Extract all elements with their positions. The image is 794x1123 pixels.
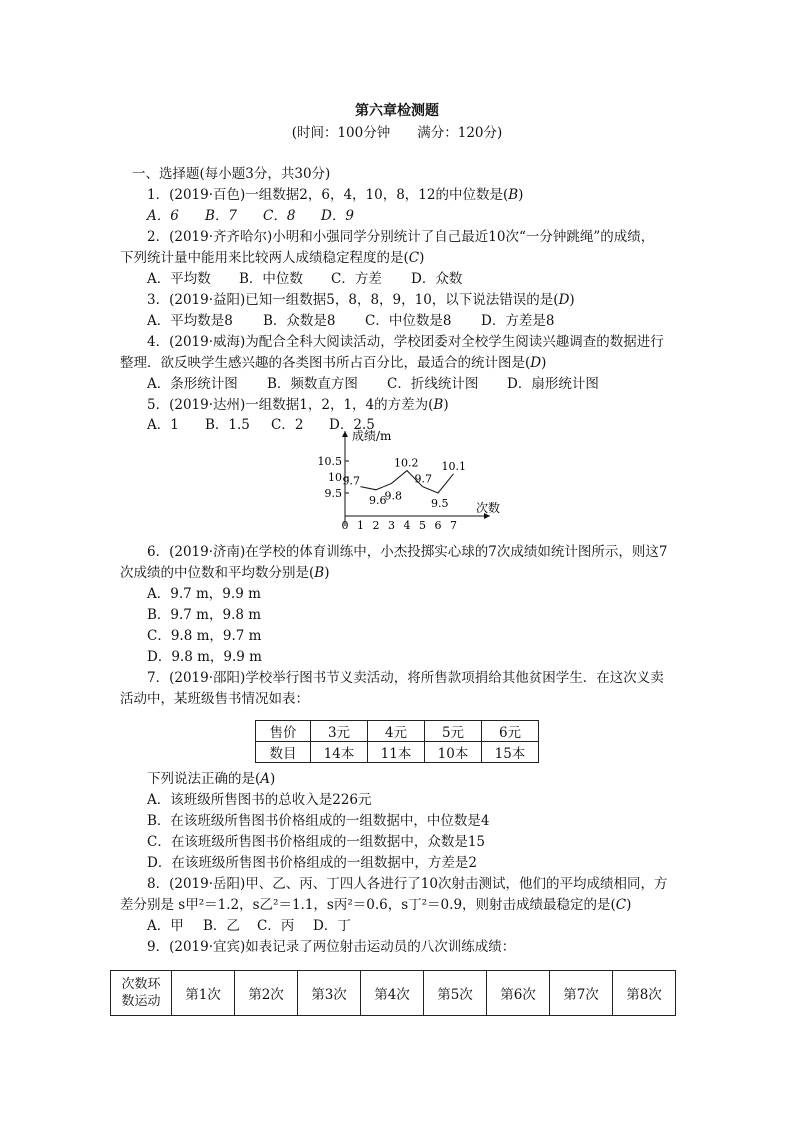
x-axis-label: 次数 [476, 501, 500, 515]
data-label: 10.1 [441, 459, 466, 473]
option-6c: C．9.8 m，9.7 m [147, 628, 262, 644]
table-row: 数目 14本 11本 10本 15本 [256, 742, 539, 763]
question-3: 3．(2019·益阳)已知一组数据5，8，8，9，10，以下说法错误的是(D) [147, 292, 575, 308]
data-label: 9.7 [342, 474, 360, 488]
question-5: 5．(2019·达州)一组数据1，2，1，4的方差为(B) [147, 397, 449, 413]
x-tick-label: 2 [372, 519, 380, 532]
x-tick-label: 1 [357, 519, 364, 532]
answer-8: C [615, 897, 627, 913]
data-label: 10.2 [394, 456, 419, 470]
options-5: A．1 B．1.5 C．2 D．2.5 [147, 417, 375, 433]
answer-3: D [558, 292, 570, 308]
options-2: A．平均数 B．中位数 C．方差 D．众数 [147, 271, 463, 287]
section-heading: 一、选择题(每小题3分，共30分) [132, 166, 331, 182]
option-6b: B．9.7 m，9.8 m [147, 607, 262, 623]
question-2-line1: 2．(2019·齐齐哈尔)小明和小强同学分别统计了自己最近10次“一分钟跳绳”的成绩， [147, 229, 655, 245]
table-corner-cell: 次数环 数运动 [111, 971, 172, 1016]
data-label: 9.6 [369, 493, 387, 507]
option-6d: D．9.8 m，9.9 m [147, 649, 262, 665]
question-7-line2: 活动中，某班级售书情况如表： [120, 691, 309, 707]
question-7-line1: 7．(2019·邵阳)学校举行图书节义卖活动，将所售款项捐给其他贫困学生．在这次义卖 [147, 670, 664, 686]
question-9: 9．(2019·宜宾)如表记录了两位射击运动员的八次训练成绩： [147, 939, 516, 955]
y-tick-label: 9.5 [324, 487, 342, 500]
page-title: 第六章检测题 [355, 103, 439, 119]
x-tick-label: 4 [403, 519, 411, 532]
question-8-line2: 差分别是 s甲²＝1.2，s乙²＝1.1，s丙²＝0.6，s丁²＝0.9，则射击成绩最稳定的是(C) [120, 897, 632, 913]
options-4: A．条形统计图 B．频数直方图 C．折线统计图 D．扇形统计图 [147, 376, 599, 392]
y-tick-label: 10.5 [317, 455, 342, 468]
question-7-after: 下列说法正确的是(A) [147, 771, 276, 787]
line-chart [310, 425, 500, 535]
table-row: 售价 3元 4元 5元 6元 [256, 721, 539, 742]
answer-7: A [260, 771, 271, 787]
answer-5: B [433, 397, 444, 413]
series-line [361, 471, 454, 493]
options-3: A．平均数是8 B．众数是8 C．中位数是8 D．方差是8 [147, 313, 555, 329]
page-subtitle: (时间：100分钟 满分：120分) [291, 125, 503, 141]
x-tick-label: 6 [434, 519, 442, 532]
options-8: A．甲 B．乙 C．丙 D．丁 [147, 918, 351, 934]
options-1: A．6 B．7 C．8 D．9 [147, 208, 354, 224]
answer-1: B [508, 187, 519, 203]
question-2-line2: 下列统计量中能用来比较两人成绩稳定程度的是(C) [120, 250, 425, 266]
answer-2: C [408, 250, 420, 266]
x-tick-label: 3 [388, 519, 395, 532]
data-label: 9.5 [431, 497, 449, 510]
option-7b: B．在该班级所售图书价格组成的一组数据中，中位数是4 [147, 813, 490, 829]
x-tick-label: 0 [341, 519, 349, 532]
question-4-line1: 4．(2019·威海)为配合全科大阅读活动，学校团委对全校学生阅读兴趣调查的数据进行 [147, 334, 664, 350]
question-1: 1．(2019·百色)一组数据2，6，4，10，8，12的中位数是(B) [147, 187, 524, 203]
question-4-line2: 整理．欲反映学生感兴趣的各类图书所占百分比，最适合的统计图是(D) [120, 355, 547, 371]
y-axis-label: 成绩/m [352, 429, 392, 443]
x-tick-label: 5 [419, 519, 426, 532]
y-tick-label: 10 [328, 471, 342, 484]
data-label: 9.7 [414, 472, 432, 486]
question-6-line1: 6．(2019·济南)在学校的体育训练中，小杰投掷实心球的7次成绩如统计图所示，则这7 [147, 544, 668, 560]
option-7d: D．在该班级所售图书价格组成的一组数据中，方差是2 [147, 855, 477, 871]
option-7c: C．在该班级所售图书价格组成的一组数据中，众数是15 [147, 834, 486, 850]
answer-6: B [314, 565, 325, 581]
option-7a: A．该班级所售图书的总收入是226元 [147, 792, 372, 808]
price-table [255, 720, 539, 763]
table-row: 次数环 数运动 第1次 第2次 第3次 第4次 第5次 第6次 第7次 第8次 [111, 971, 676, 1016]
answer-4: D [530, 355, 542, 371]
question-6-line2: 次成绩的中位数和平均数分别是(B) [120, 565, 330, 581]
question-8-line1: 8．(2019·岳阳)甲、乙、丙、丁四人各进行了10次射击测试，他们的平均成绩相同，方 [147, 876, 668, 892]
option-6a: A．9.7 m，9.9 m [147, 586, 261, 602]
data-label: 9.8 [384, 489, 402, 503]
x-tick-label: 7 [450, 519, 457, 532]
training-table [110, 970, 676, 1016]
